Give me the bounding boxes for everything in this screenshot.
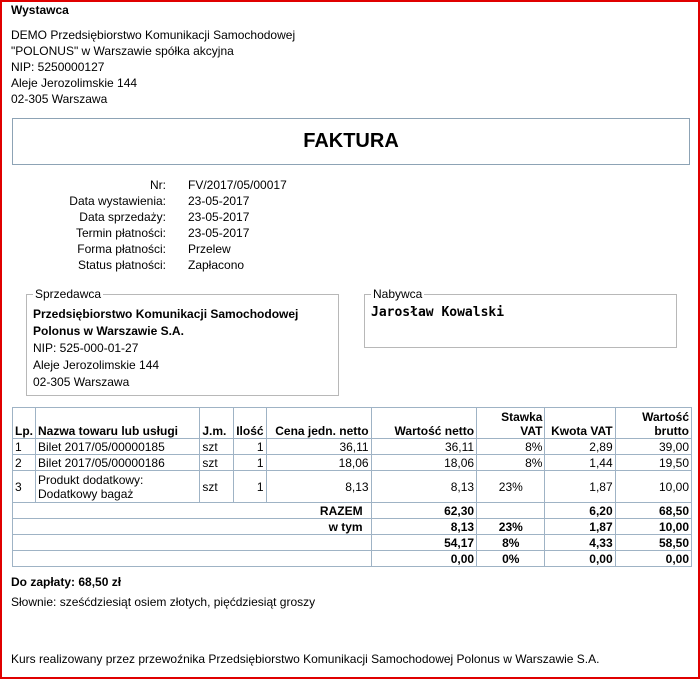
total-row — [13, 503, 692, 519]
cell-qty: 1 — [234, 471, 266, 503]
breakdown-gross: 58,50 — [615, 535, 691, 551]
seller-street: Aleje Jerozolimskie 144 — [33, 358, 160, 372]
cell-qty: 1 — [234, 455, 266, 471]
meta-row-issue-date — [2, 193, 402, 209]
breakdown-net: 54,17 — [371, 535, 477, 551]
col-header-qty: Ilość — [234, 408, 266, 439]
cell-lp: 2 — [13, 455, 36, 471]
meta-value: 23-05-2017 — [188, 210, 250, 224]
cell-unit-price: 8,13 — [266, 471, 371, 503]
meta-value: 23-05-2017 — [188, 226, 250, 240]
col-header-net: Wartość netto — [371, 408, 477, 439]
buyer-name: Jarosław Kowalski — [371, 305, 505, 320]
col-header-lp: Lp. — [13, 408, 36, 439]
issuer-line: "POLONUS" w Warszawie spółka akcyjna — [11, 44, 234, 58]
meta-value: 23-05-2017 — [188, 194, 250, 208]
issuer-header: Wystawca — [11, 3, 69, 17]
table-row — [13, 471, 692, 503]
breakdown-row — [13, 519, 692, 535]
issuer-line: 02-305 Warszawa — [11, 92, 108, 106]
meta-value: FV/2017/05/00017 — [188, 178, 287, 192]
cell-unit: szt — [200, 471, 234, 503]
col-header-vat-rate — [477, 408, 545, 439]
meta-row-sale-date — [2, 209, 402, 225]
cell-unit: szt — [200, 439, 234, 455]
document-title: FAKTURA — [12, 118, 690, 165]
amount-in-words: Słownie: sześćdziesiąt osiem złotych, pięćdziesiąt groszy — [11, 595, 316, 609]
cell-vat-rate: 8% — [477, 455, 545, 471]
breakdown-row — [13, 551, 692, 567]
cell-vat-amount: 1,87 — [545, 471, 615, 503]
breakdown-row — [13, 535, 692, 551]
amount-to-pay: Do zapłaty: 68,50 zł — [11, 575, 122, 589]
cell-net: 18,06 — [371, 455, 477, 471]
buyer-legend: Nabywca — [373, 287, 423, 301]
issuer-line: Aleje Jerozolimskie 144 — [11, 76, 138, 90]
meta-row-payment-form — [2, 241, 402, 257]
breakdown-label-empty — [13, 551, 372, 567]
seller-legend: Sprzedawca — [35, 287, 102, 301]
items-table — [12, 407, 692, 567]
table-header-row — [13, 408, 692, 439]
cell-unit: szt — [200, 455, 234, 471]
meta-value: Zapłacono — [188, 258, 245, 272]
breakdown-vat-amount: 0,00 — [545, 551, 615, 567]
table-row — [13, 439, 692, 455]
issuer-line: NIP: 5250000127 — [11, 60, 105, 74]
meta-label: Status płatności: — [77, 258, 166, 272]
cell-name: Bilet 2017/05/00000186 — [36, 455, 200, 471]
breakdown-vat-rate: 0% — [477, 551, 545, 567]
col-header-gross — [615, 408, 691, 439]
seller-name-line1: Przedsiębiorstwo Komunikacji Samochodowej — [33, 307, 299, 321]
invoice-meta — [2, 177, 402, 273]
seller-name-line2: Polonus w Warszawie S.A. — [33, 324, 184, 338]
vat-rate-line2: VAT — [520, 424, 543, 438]
issuer-line: DEMO Przedsiębiorstwo Komunikacji Samochodowej — [11, 28, 296, 42]
total-net: 62,30 — [371, 503, 477, 519]
meta-label: Data wystawienia: — [69, 194, 166, 208]
meta-value: Przelew — [188, 242, 231, 256]
seller-nip: NIP: 525-000-01-27 — [33, 341, 139, 355]
cell-unit-price: 18,06 — [266, 455, 371, 471]
seller-box — [26, 287, 339, 396]
col-header-unit-price: Cena jedn. netto — [266, 408, 371, 439]
breakdown-vat-rate: 8% — [477, 535, 545, 551]
breakdown-net: 8,13 — [371, 519, 477, 535]
total-vat-rate-empty — [477, 503, 545, 519]
meta-row-due-date — [2, 225, 402, 241]
seller-city: 02-305 Warszawa — [33, 375, 130, 389]
cell-lp: 1 — [13, 439, 36, 455]
buyer-box — [364, 287, 677, 348]
total-gross: 68,50 — [615, 503, 691, 519]
meta-label: Forma płatności: — [77, 242, 166, 256]
gross-line1: Wartość — [642, 410, 689, 424]
total-vat-amount: 6,20 — [545, 503, 615, 519]
breakdown-label-empty — [13, 535, 372, 551]
cell-name: Produkt dodatkowy: Dodatkowy bagaż — [36, 471, 200, 503]
total-label: RAZEM — [13, 503, 372, 519]
cell-unit-price: 36,11 — [266, 439, 371, 455]
breakdown-net: 0,00 — [371, 551, 477, 567]
cell-vat-rate: 8% — [477, 439, 545, 455]
cell-vat-amount: 1,44 — [545, 455, 615, 471]
seller-details — [33, 306, 298, 391]
meta-label: Termin płatności: — [75, 226, 166, 240]
meta-row-number — [2, 177, 402, 193]
breakdown-vat-amount: 4,33 — [545, 535, 615, 551]
cell-vat-rate: 23% — [477, 471, 545, 503]
cell-vat-amount: 2,89 — [545, 439, 615, 455]
cell-net: 8,13 — [371, 471, 477, 503]
cell-net: 36,11 — [371, 439, 477, 455]
meta-label: Data sprzedaży: — [79, 210, 166, 224]
issuer-details — [11, 27, 295, 107]
footer-note: Kurs realizowany przez przewoźnika Przedsiębiorstwo Komunikacji Samochodowej Polonus w Warszawie S.A. — [11, 652, 600, 666]
meta-label: Nr: — [150, 178, 166, 192]
breakdown-label: w tym — [13, 519, 372, 535]
gross-line2: brutto — [654, 424, 689, 438]
meta-row-payment-status — [2, 257, 402, 273]
breakdown-vat-amount: 1,87 — [545, 519, 615, 535]
col-header-unit: J.m. — [200, 408, 234, 439]
table-row — [13, 455, 692, 471]
vat-rate-line1: Stawka — [501, 410, 543, 424]
cell-lp: 3 — [13, 471, 36, 503]
cell-qty: 1 — [234, 439, 266, 455]
breakdown-gross: 0,00 — [615, 551, 691, 567]
breakdown-gross: 10,00 — [615, 519, 691, 535]
breakdown-vat-rate: 23% — [477, 519, 545, 535]
col-header-vat-amount: Kwota VAT — [545, 408, 615, 439]
cell-name: Bilet 2017/05/00000185 — [36, 439, 200, 455]
cell-gross: 10,00 — [615, 471, 691, 503]
cell-gross: 39,00 — [615, 439, 691, 455]
cell-gross: 19,50 — [615, 455, 691, 471]
col-header-name: Nazwa towaru lub usługi — [36, 408, 200, 439]
